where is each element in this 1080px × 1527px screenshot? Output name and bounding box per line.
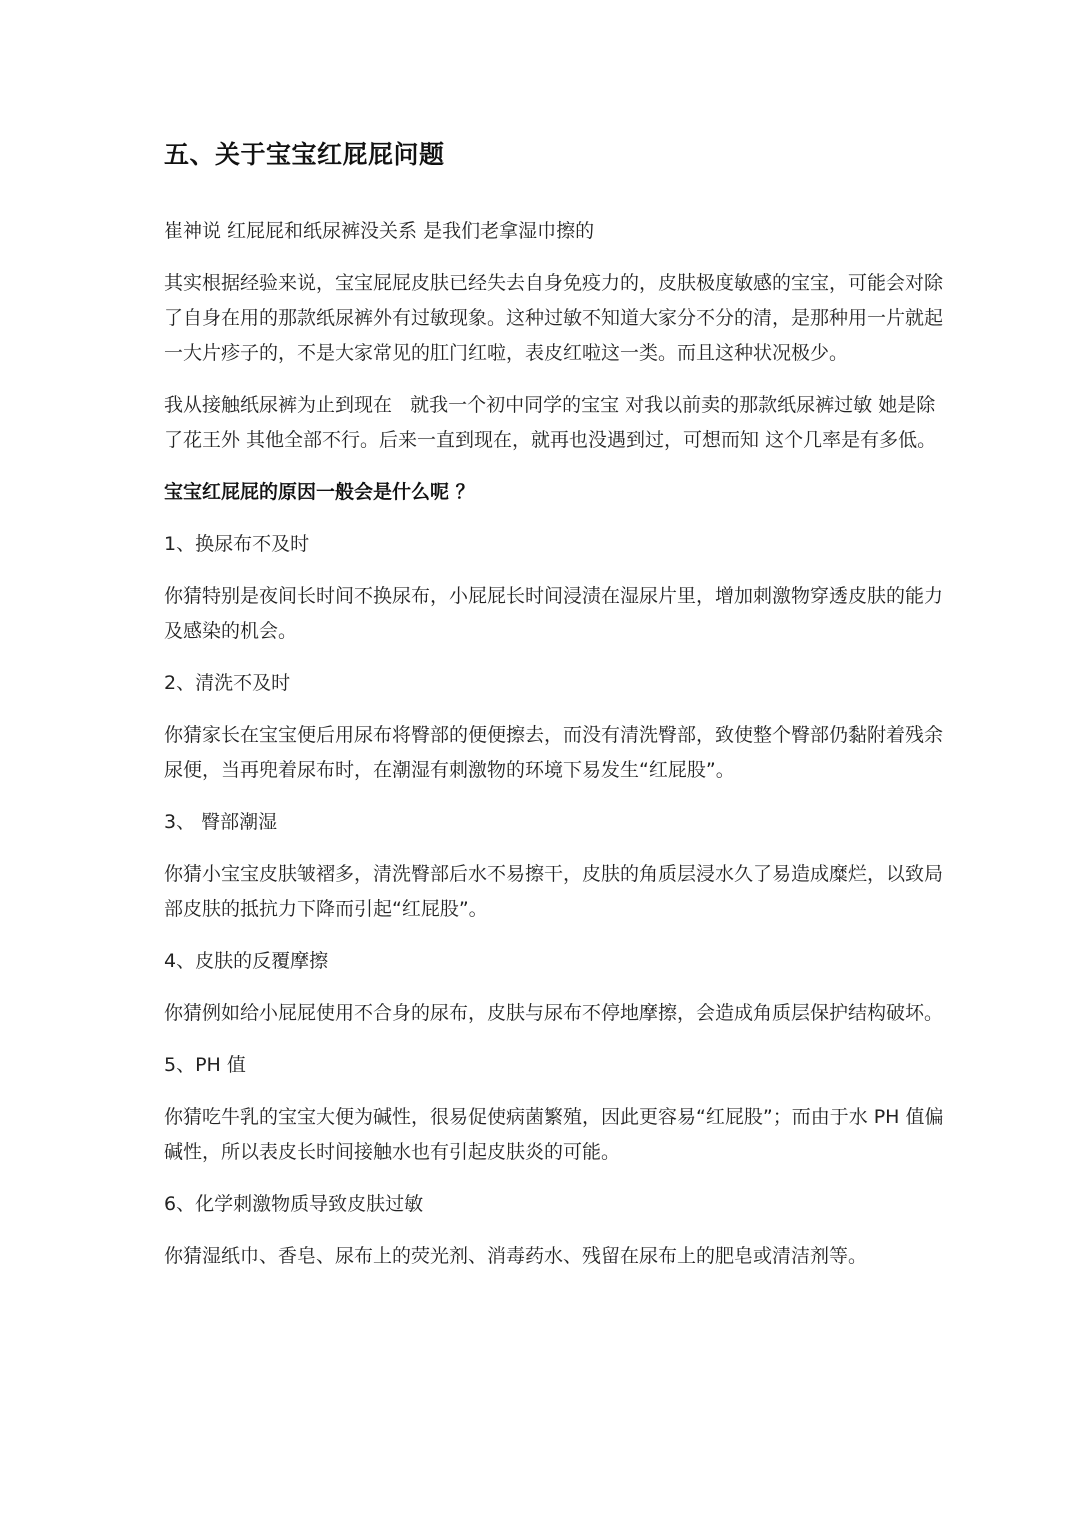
- anecdote-paragraph: 我从接触纸尿裤为止到现在 就我一个初中同学的宝宝 对我以前卖的那款纸尿裤过敏 她是除了花王外 其他全部不行。后来一直到现在，就再也没遇到过，可想而知 这个几率是有多低。: [164, 394, 937, 451]
- causes-question: 宝宝红屁屁的原因一般会是什么呢 ？: [164, 481, 475, 503]
- cause-description: 你猜特别是夜间长时间不换尿布，小屁屁长时间浸渍在湿尿片里，增加刺激物穿透皮肤的能力及感染的机会。: [164, 585, 944, 642]
- cause-heading: 5、PH 值: [164, 1054, 246, 1076]
- intro-paragraph: 崔神说 红屁屁和纸尿裤没关系 是我们老拿湿巾擦的: [164, 220, 595, 242]
- document-body: [164, 128, 944, 1291]
- experience-paragraph: 其实根据经验来说，宝宝屁屁皮肤已经失去自身免疫力的，皮肤极度敏感的宝宝，可能会对除了自身在用的那款纸尿裤外有过敏现象。这种过敏不知道大家分不分的清，是那种用一片就起一大片疹子的，不是大家常见的肛门红啦，表皮红啦这一类。而且这种状况极少。: [164, 272, 944, 364]
- cause-description: 你猜例如给小屁屁使用不合身的尿布，皮肤与尿布不停地摩擦，会造成角质层保护结构破坏。: [164, 1002, 944, 1024]
- cause-description: 你猜家长在宝宝便后用尿布将臀部的便便擦去，而没有清洗臀部，致使整个臀部仍黏附着残余尿便，当再兜着尿布时，在潮湿有刺激物的环境下易发生“红屁股”。: [164, 724, 944, 781]
- cause-heading: 1、换尿布不及时: [164, 533, 310, 555]
- section-title: 五、关于宝宝红屁屁问题: [164, 140, 445, 169]
- cause-heading: 2、清洗不及时: [164, 672, 291, 694]
- cause-description: 你猜小宝宝皮肤皱褶多，清洗臀部后水不易擦干，皮肤的角质层浸水久了易造成糜烂，以致局部皮肤的抵抗力下降而引起“红屁股”。: [164, 863, 944, 920]
- cause-heading: 4、皮肤的反覆摩擦: [164, 950, 329, 972]
- cause-heading: 3、 臀部潮湿: [164, 811, 278, 833]
- cause-description: 你猜湿纸巾、香皂、尿布上的荧光剂、消毒药水、残留在尿布上的肥皂或清洁剂等。: [164, 1245, 868, 1267]
- cause-heading: 6、化学刺激物质导致皮肤过敏: [164, 1193, 424, 1215]
- cause-description: 你猜吃牛乳的宝宝大便为碱性，很易促使病菌繁殖，因此更容易“红屁股”；而由于水 PH 值偏碱性，所以表皮长时间接触水也有引起皮肤炎的可能。: [164, 1106, 944, 1163]
